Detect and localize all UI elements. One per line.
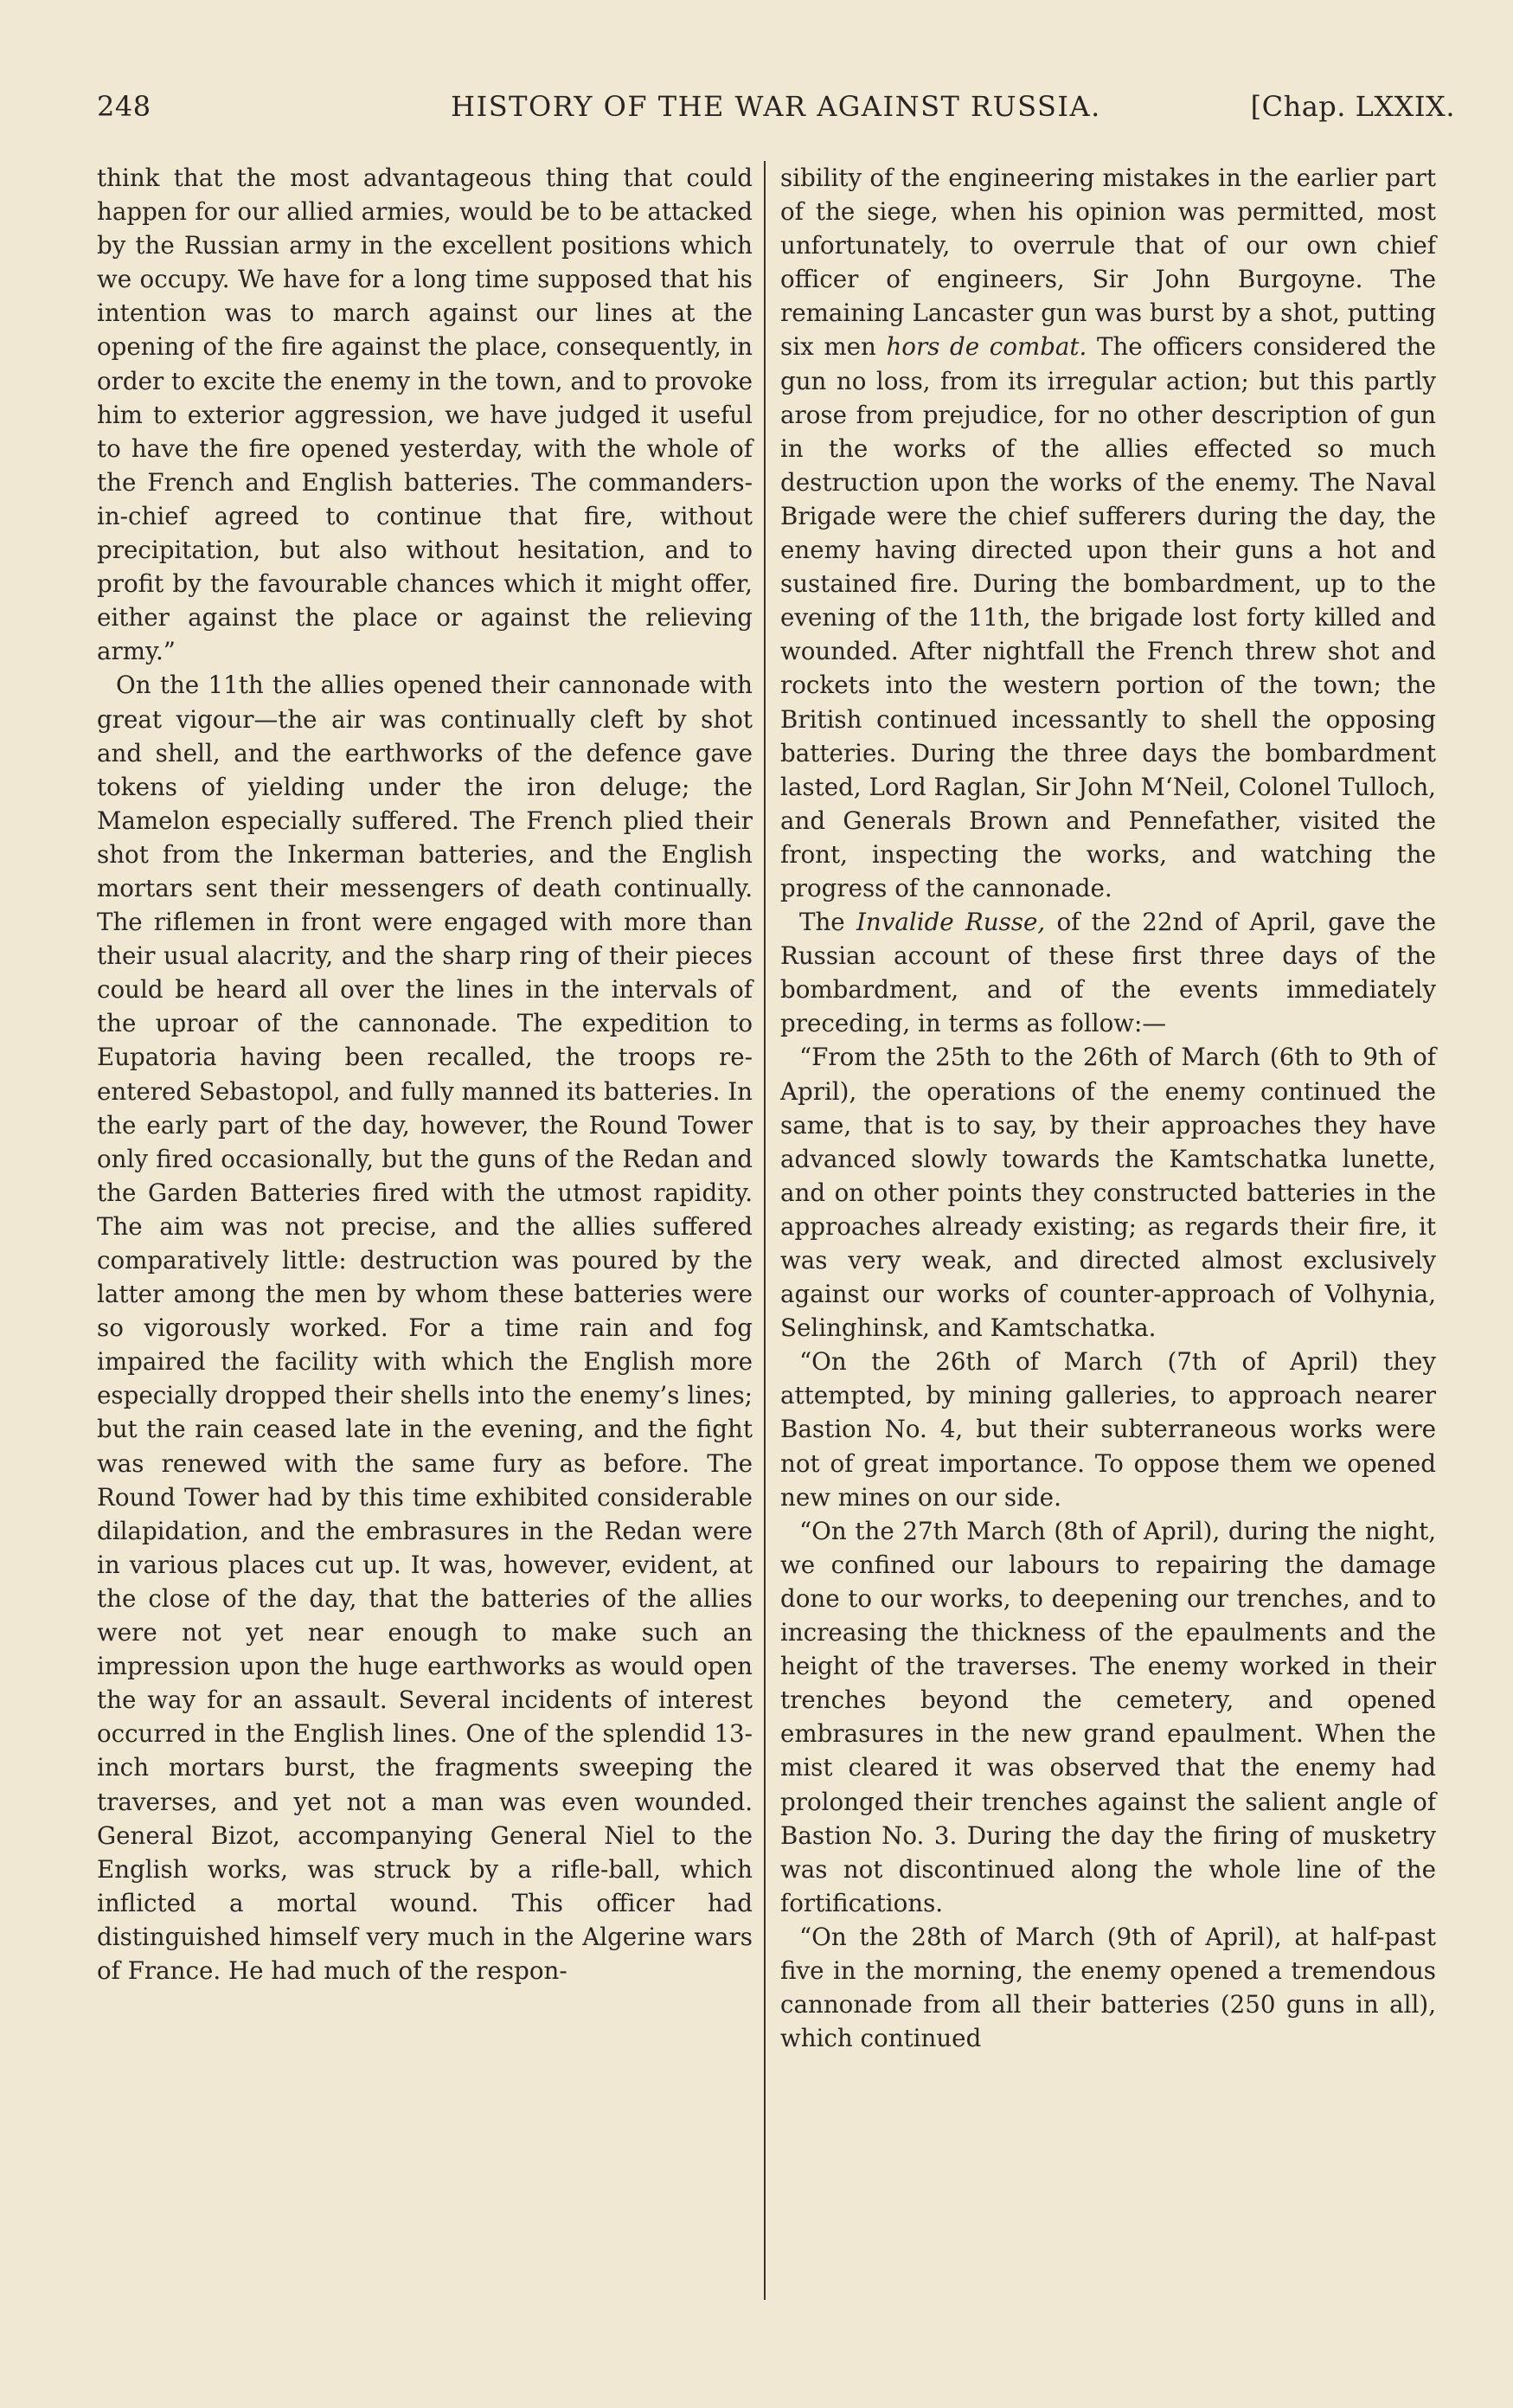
quoted-paragraph: “On the 26th of March (7th of April) they attempted, by mining galleries, to approach nearer Bastion No. 4, but their subterraneous works were not of great importance. To oppose them we opened new mines on our side. — [780, 1347, 1436, 1512]
page-number: 248 — [97, 90, 151, 123]
quoted-paragraph: “On the 27th March (8th of April), during the night, we confined our labours to repairing the damage done to our works, to deepening our trenches, and to increasing the thickness of the epaulments and the height of the traverses. The enemy worked in their trenches beyond the cemetery, and opened embrasures in the new grand epaulment. When the mist cleared it was observed that the enemy had prolonged their trenches against the salient angle of Bastion No. 3. During the day the firing of musketry was not discontinued along the whole line of the fortifications. — [780, 1516, 1436, 1917]
running-title: HISTORY OF THE WAR AGAINST RUSSIA. — [451, 90, 1101, 123]
running-header — [97, 90, 1455, 132]
paragraph: On the 11th the allies opened their cannonade with great vigour—the air was continually cleft by shot and shell, and the earthworks of the defence gave tokens of yielding under the iron deluge; the Mamelon especially suffered. The French plied their shot from the Inkerman batteries, and the English mortars sent their messengers of death continually. The riflemen in front were engaged with more than their usual alacrity, and the sharp ring of their pieces could be heard all over the lines in the intervals of the uproar of the cannonade. The expedition to Eupatoria having been recalled, the troops re-entered Sebastopol, and fully manned its batteries. In the early part of the day, however, the Round Tower only fired occasionally, but the guns of the Redan and the Garden Batteries fired with the utmost rapidity. The aim was not precise, and the allies suffered comparatively little: destruction was poured by the latter among the men by whom these batteries were so vigorously worked. For a time rain and fog impaired the facility with which the English more especially dropped their shells into the enemy’s lines; but the rain ceased late in the evening, and the fight was renewed with the same fury as before. The Round Tower had by this time exhibited considerable dilapidation, and the embrasures in the Redan were in various places cut up. It was, however, evident, at the close of the day, that the batteries of the allies were not yet near enough to make such an impression upon the huge earthworks as would open the way for an assault. Several incidents of interest occurred in the English lines. One of the splendid 13-inch mortars burst, the fragments sweeping the traverses, and yet not a man was even wounded. General Bizot, accompanying General Niel to the English works, was struck by a rifle-ball, which inflicted a mortal wound. This officer had distinguished himself very much in the Algerine wars of France. He had much of the respon- — [97, 671, 753, 1985]
italic-title: Invalide Russe, — [856, 908, 1046, 937]
left-column — [97, 161, 753, 1987]
paragraph: think that the most advantageous thing that could happen for our allied armies, would be to be attacked by the Russian army in the excellent positions which we occupy. We have for a long time supposed that his intention was to march against our lines at the opening of the fire against the place, consequently, in order to excite the enemy in the town, and to provoke him to exterior aggression, we have judged it useful to have the fire opened yesterday, with the whole of the French and English batteries. The commanders-in-chief agreed to continue that fire, without precipitation, but also without hesitation, and to profit by the favourable chances which it might offer, either against the place or against the relieving army.” — [97, 164, 753, 666]
italic-phrase: hors de combat. — [886, 332, 1087, 362]
chapter-label: [Chap. LXXIX. — [1250, 90, 1455, 123]
right-column — [780, 161, 1436, 2055]
quoted-paragraph: “From the 25th to the 26th of March (6th to 9th of April), the operations of the enemy continued the same, that is to say, by their approaches they have advanced slowly towards the Kamtschatka lunette, and on other points they constructed batteries in the approaches already existing; as regards their fire, it was very weak, and directed almost exclusively against our works of counter-approach of Volhynia, Selinghinsk, and Kamtschatka. — [780, 1043, 1436, 1343]
paragraph: The Invalide Russe, of the 22nd of April, gave the Russian account of these first three days of the bombardment, and of the events immediately preceding, in terms as follow:— — [780, 908, 1436, 1038]
paragraph: sibility of the engineering mistakes in the earlier part of the siege, when his opinion was permitted, most unfortunately, to overrule that of our own chief officer of engineers, Sir John Burgoyne. The remaining Lancaster gun was burst by a shot, putting six men hors de combat. The officers considered the gun no loss, from its irregular action; but this partly arose from prejudice, for no other description of gun in the works of the allies effected so much destruction upon the works of the enemy. The Naval Brigade were the chief sufferers during the day, the enemy having directed upon their guns a hot and sustained fire. During the bombardment, up to the evening of the 11th, the brigade lost forty killed and wounded. After nightfall the French threw shot and rockets into the western portion of the town; the British continued incessantly to shell the opposing batteries. During the three days the bombardment lasted, Lord Raglan, Sir John M‘Neil, Colonel Tulloch, and Generals Brown and Pennefather, visited the front, inspecting the works, and watching the progress of the cannonade. — [780, 164, 1436, 902]
quoted-paragraph: “On the 28th of March (9th of April), at half-past five in the morning, the enemy opened a tremendous cannonade from all their batteries (250 guns in all), which continued — [780, 1922, 1436, 2053]
column-divider — [764, 161, 766, 2300]
